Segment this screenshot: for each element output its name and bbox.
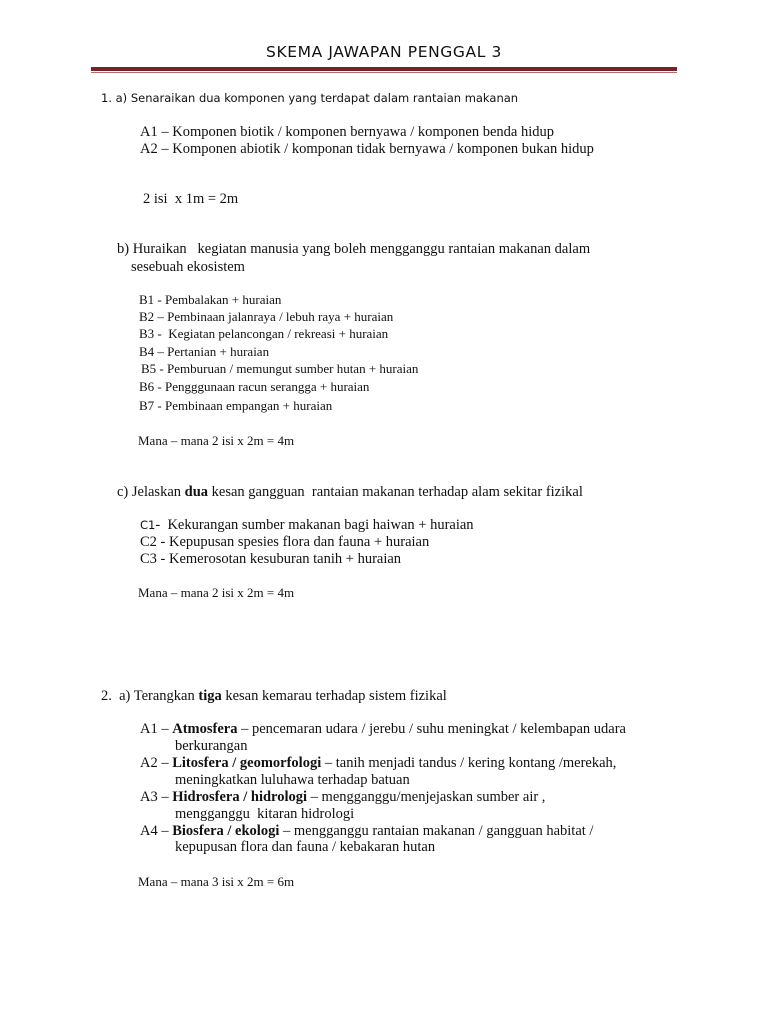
q1b-question-line1: b) Huraikan kegiatan manusia yang boleh mengganggu rantaian makanan dalam <box>117 241 591 257</box>
q1b-answer-b1: B1 - Pembalakan + huraian <box>139 292 282 307</box>
q1c-marks: Mana – mana 2 isi x 2m = 4m <box>138 585 295 600</box>
q1b-answer-b6: B6 - Pengggunaan racun serangga + huraian <box>139 379 370 394</box>
q1b-answer-b7: B7 - Pembinaan empangan + huraian <box>139 398 333 413</box>
q1b-answer-b4: B4 – Pertanian + huraian <box>139 344 270 359</box>
q2a-answer-a2-cont: meningkatkan luluhawa terhadap batuan <box>175 772 410 788</box>
q2a-answer-a4-cont: kepupusan flora dan fauna / kebakaran hutan <box>175 839 436 855</box>
title-divider <box>91 67 677 71</box>
q2a-answer-a1-cont: berkurangan <box>175 738 248 754</box>
q2a-answer-a3: A3 – Hidrosfera / hidrologi – mengganggu/menjejaskan sumber air , <box>140 789 546 805</box>
q1a-answer-a1: A1 – Komponen biotik / komponen bernyawa / komponen benda hidup <box>140 124 554 140</box>
q2a-marks: Mana – mana 3 isi x 2m = 6m <box>138 874 295 889</box>
q1c-answer-c2: C2 - Kepupusan spesies flora dan fauna + huraian <box>140 534 430 550</box>
q1a-question: 1. a) Senaraikan dua komponen yang terdapat dalam rantaian makanan <box>101 91 519 105</box>
q2a-answer-a1: A1 – Atmosfera – pencemaran udara / jerebu / suhu meningkat / kelembapan udara <box>140 721 626 737</box>
title-divider-shadow <box>91 72 677 73</box>
q2a-answer-a3-cont: mengganggu kitaran hidrologi <box>175 806 355 822</box>
q1b-question-line2: sesebuah ekosistem <box>131 259 245 275</box>
q1b-answer-b2: B2 – Pembinaan jalanraya / lebuh raya + huraian <box>139 309 394 324</box>
q2a-answer-a4: A4 – Biosfera / ekologi – mengganggu rantaian makanan / gangguan habitat / <box>140 823 594 839</box>
q2a-answer-a2: A2 – Litosfera / geomorfologi – tanih menjadi tandus / kering kontang /merekah, <box>140 755 617 771</box>
page-title: SKEMA JAWAPAN PENGGAL 3 <box>266 43 502 61</box>
q1b-marks: Mana – mana 2 isi x 2m = 4m <box>138 433 295 448</box>
q1a-answer-a2: A2 – Komponen abiotik / komponan tidak bernyawa / komponen bukan hidup <box>140 141 594 157</box>
q1c-answer-c3: C3 - Kemerosotan kesuburan tanih + huraian <box>140 551 402 567</box>
q1c-answer-c1: C1- Kekurangan sumber makanan bagi haiwan + huraian <box>140 517 474 533</box>
q1b-answer-b5: B5 - Pemburuan / memungut sumber hutan + huraian <box>141 361 419 376</box>
q1b-answer-b3: B3 - Kegiatan pelancongan / rekreasi + huraian <box>139 326 389 341</box>
q2a-question: 2. a) Terangkan tiga kesan kemarau terhadap sistem fizikal <box>101 688 447 704</box>
q1a-marks: 2 isi x 1m = 2m <box>143 191 239 207</box>
q1c-question: c) Jelaskan dua kesan gangguan rantaian makanan terhadap alam sekitar fizikal <box>117 484 583 500</box>
